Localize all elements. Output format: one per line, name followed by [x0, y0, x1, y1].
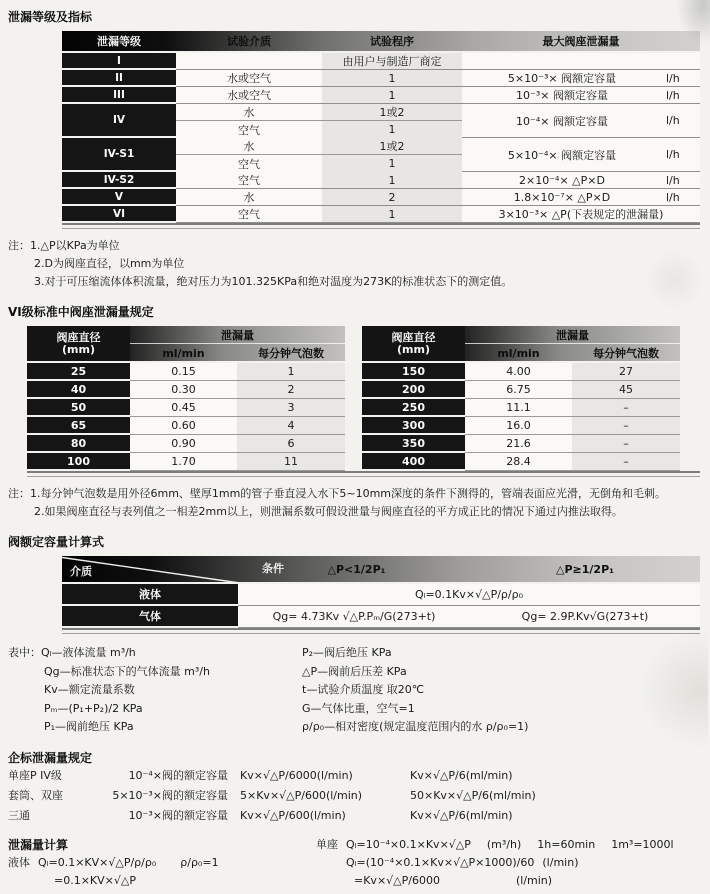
table-row: [362, 381, 680, 399]
unit-cell: l/h: [662, 189, 700, 206]
procedure-cell: 由用户与制造厂商定: [322, 53, 462, 70]
table-bottom-rule: [27, 471, 700, 477]
grade-cell: IV: [62, 104, 176, 138]
calc-line: [316, 854, 674, 872]
bubbles-cell: 27: [572, 363, 680, 381]
liquid-row: [62, 584, 700, 606]
table-row: [62, 70, 700, 87]
legend-item: Qg—标准状态下的气体流量 m³/h: [44, 664, 210, 678]
bubbles-cell: 6: [237, 435, 345, 453]
diameter-cell: 150: [362, 363, 465, 381]
formula-mlmin: Kv×√△P/6(ml/min): [410, 808, 513, 822]
bubbles-cell: 45: [572, 381, 680, 399]
corner-medium-label: 介质: [70, 565, 92, 578]
table-row: [62, 189, 700, 206]
header-diameter-line2: (mm): [62, 342, 95, 356]
unit-cell: l/h: [662, 104, 700, 138]
formula-lmin: 5×Kv×√△P/600(l/min): [240, 788, 363, 802]
header-subrow: [130, 344, 345, 363]
capacity-spec: 10⁻⁴×阀的额定容量: [128, 768, 228, 782]
table-row: [27, 417, 345, 435]
header-diameter: [362, 326, 465, 361]
leakage-grade-table: [62, 31, 700, 229]
diameter-cell: 250: [362, 399, 465, 417]
bubbles-cell: 2: [237, 381, 345, 399]
standard-row: [8, 806, 710, 826]
mlmin-cell: 0.15: [130, 363, 237, 381]
table-bottom-rule: [62, 223, 700, 229]
valve-type-label: 单座P IV级: [8, 768, 62, 782]
note-line: 3.对于可压缩流体体积流量，绝对压力为101.325KPa和绝对温度为273K的标准状态下的测定值。: [34, 275, 513, 288]
section3-title: 阀额定容量计算式: [8, 535, 105, 549]
unit-cell: [662, 53, 700, 70]
note-line: 2.如果阀座直径与表列值之一相差2mm以上，则泄漏系数可假设泄量与阀座直径的平方成正比的情况下通过内推法取得。: [34, 505, 623, 518]
header-diameter-line1: 阀座直径: [56, 330, 101, 344]
procedure-cell: 1: [322, 206, 462, 223]
capacity-spec: 5×10⁻³×阀的额定容量: [112, 788, 228, 802]
mlmin-cell: 4.00: [465, 363, 572, 381]
bubbles-cell: 3: [237, 399, 345, 417]
leak-cell: [462, 53, 662, 70]
company-standard-section: [8, 749, 710, 826]
unit-cell: l/h: [662, 172, 700, 189]
unit: (l/min): [542, 855, 579, 869]
liquid-label: 液体: [62, 584, 238, 606]
table-row: [62, 53, 700, 70]
mlmin-cell: 11.1: [465, 399, 572, 417]
table-row: [27, 381, 345, 399]
legend-item: Qₗ—液体流量 m³/h: [41, 646, 136, 659]
conversion: 1m³=1000l: [611, 837, 674, 851]
formula: =Kv×√△P/6000: [354, 873, 440, 887]
legend-item: ρ/ρ₀—相对密度(规定温度范围内的水 ρ/ρ₀=1): [302, 720, 529, 733]
header-mlmin: ml/min: [162, 347, 205, 360]
medium-cell: 水: [176, 104, 322, 121]
medium-cell: [176, 53, 322, 70]
conversion: 1h=60min: [537, 837, 596, 851]
condition: ρ/ρ₀=1: [180, 855, 219, 869]
calc-line: [316, 836, 674, 854]
subrow-group: [176, 104, 462, 138]
grade-cell: V: [62, 189, 176, 206]
table-header: [27, 326, 345, 363]
mlmin-cell: 1.70: [130, 453, 237, 471]
formula-lmin: Kv×√△P/600(l/min): [240, 808, 346, 822]
header-bubbles: 每分钟气泡数: [593, 347, 659, 360]
bubbles-cell: –: [572, 435, 680, 453]
note-line: 2.D为阀座直径，以mm为单位: [34, 257, 185, 270]
procedure-cell: 1: [322, 172, 462, 189]
legend-item: P₁—阀前绝压 KPa: [44, 720, 134, 733]
standard-row: [8, 786, 710, 806]
header-leakage: 泄漏量: [130, 326, 345, 344]
header-max-leak: 最大阀座泄漏量: [542, 35, 620, 48]
procedure-cell: 1: [322, 155, 462, 172]
bubbles-cell: 4: [237, 417, 345, 435]
legend-item: P₂—阀后绝压 KPa: [302, 646, 392, 659]
table-row: [62, 104, 700, 138]
procedure-cell: 1或2: [322, 104, 462, 121]
table-row: [27, 399, 345, 417]
leak-cell: 2×10⁻⁴× △P×D: [462, 172, 662, 189]
formula-lmin: Kv×√△P/6000(l/min): [240, 768, 353, 782]
diameter-cell: 100: [27, 453, 130, 471]
leak-cell: 1.8×10⁻⁷× △P×D: [462, 189, 662, 206]
gas-row: [62, 606, 700, 628]
leak-cell: 10⁻⁴× 阀额定容量: [462, 104, 662, 138]
mlmin-cell: 0.45: [130, 399, 237, 417]
table-row: [362, 435, 680, 453]
header-diameter-line2: (mm): [397, 342, 430, 356]
table-bottom-rule: [62, 628, 700, 634]
liquid-label: 液体: [8, 855, 30, 869]
grade-cell: IV-S1: [62, 138, 176, 172]
diameter-cell: 25: [27, 363, 130, 381]
table-subrow: [176, 121, 462, 138]
leak-cell: 3×10⁻³× △P(下表规定的泄漏量): [462, 206, 700, 223]
leak-cell: 5×10⁻⁴× 阀额定容量: [462, 138, 662, 172]
bubbles-cell: –: [572, 453, 680, 471]
bubbles-cell: 11: [237, 453, 345, 471]
medium-cell: 空气: [176, 172, 322, 189]
table-row: [362, 399, 680, 417]
formula: Qₗ=(10⁻⁴×0.1×Kv×√△P×1000)/60: [346, 855, 535, 869]
legend-right-column: [302, 644, 528, 737]
diameter-cell: 200: [362, 381, 465, 399]
table-subrow: [176, 104, 462, 121]
medium-cell: 水: [176, 138, 322, 155]
subrow-group: [176, 138, 462, 172]
gas-label: 气体: [62, 606, 238, 628]
formula: Qₗ=10⁻⁴×0.1×Kv×√△P: [346, 837, 471, 851]
header-diameter-line1: 阀座直径: [391, 330, 436, 344]
unit-cell: l/h: [662, 70, 700, 87]
mlmin-cell: 16.0: [465, 417, 572, 435]
formula-mlmin: 50×Kv×√△P/6(ml/min): [410, 788, 536, 802]
mlmin-cell: 28.4: [465, 453, 572, 471]
legend-item: Kv—额定流量系数: [44, 683, 135, 696]
header-subrow: [465, 344, 680, 363]
diameter-cell: 40: [27, 381, 130, 399]
bubbles-cell: 1: [237, 363, 345, 381]
table-row: [62, 172, 700, 189]
table-row: [62, 138, 700, 172]
legend-left-column: [8, 644, 308, 737]
header-grade: 泄漏等级: [97, 35, 141, 48]
gas-formula-low-dp: Qg= 4.73Kv √△P.Pₘ/G(273+t): [238, 606, 470, 628]
table-row: [62, 206, 700, 223]
medium-cell: 空气: [176, 206, 322, 223]
header-procedure: 试验程序: [370, 35, 414, 48]
mlmin-cell: 0.90: [130, 435, 237, 453]
table-row: [362, 417, 680, 435]
formula-mlmin: Kv×√△P/6(ml/min): [410, 768, 513, 782]
table-row: [27, 453, 345, 471]
table-subrow: [176, 155, 462, 172]
legend-line: [8, 644, 308, 663]
table-header-row: [62, 31, 700, 53]
liquid-formula: Qₗ=0.1Kv×√△P/ρ/ρ₀: [238, 584, 700, 606]
leakage-calc-section: [8, 836, 710, 890]
table-row: [362, 453, 680, 471]
table-subrow: [176, 138, 462, 155]
mlmin-cell: 21.6: [465, 435, 572, 453]
table-row: [362, 363, 680, 381]
header-medium: 试验介质: [227, 35, 271, 48]
gas-formula-high-dp: Qg= 2.9P.Kv√G(273+t): [470, 606, 700, 628]
formula: Qₗ=0.1×KV×√△P/ρ/ρ₀: [38, 855, 157, 869]
legend-item: G—气体比重，空气=1: [302, 701, 415, 715]
legend-item: Pₘ—(P₁+P₂)/2 KPa: [44, 701, 143, 715]
unit-cell: l/h: [662, 138, 700, 172]
leak-cell: 5×10⁻³× 阀额定容量: [462, 70, 662, 87]
table-row: [27, 435, 345, 453]
symbol-legend: [8, 644, 710, 737]
corner-condition-label: 条件: [262, 562, 284, 575]
procedure-cell: 1: [322, 87, 462, 104]
notes-block: [8, 485, 710, 521]
diameter-cell: 400: [362, 453, 465, 471]
unit: (l/min): [515, 873, 553, 887]
diameter-cell: 350: [362, 435, 465, 453]
diameter-cell: 300: [362, 417, 465, 435]
single-seat-calc: [316, 836, 674, 890]
diameter-cell: 65: [27, 417, 130, 435]
seat-leakage-tables: [27, 326, 710, 471]
medium-cell: 水或空气: [176, 87, 322, 104]
grade-cell: III: [62, 87, 176, 104]
diameter-cell: 80: [27, 435, 130, 453]
medium-cell: 空气: [176, 155, 322, 172]
legend-item: △P—阀前后压差 KPa: [302, 664, 407, 678]
header-leakage: 泄漏量: [465, 326, 680, 344]
mlmin-cell: 6.75: [465, 381, 572, 399]
grade-cell: II: [62, 70, 176, 87]
table-header: [362, 326, 680, 363]
header-mlmin: ml/min: [497, 347, 540, 360]
bubbles-cell: –: [572, 399, 680, 417]
grade-cell: VI: [62, 206, 176, 223]
condition2-header: △P≥1/2P₁: [556, 562, 614, 576]
grade-cell: IV-S2: [62, 172, 176, 189]
legend-prefix: 表中：: [8, 646, 41, 659]
medium-cell: 水或空气: [176, 70, 322, 87]
section1-title: 泄漏等级及指标: [8, 10, 93, 24]
medium-cell: 水: [176, 189, 322, 206]
seat-leakage-table-left: [27, 326, 345, 471]
procedure-cell: 1: [322, 70, 462, 87]
unit-cell: l/h: [662, 87, 700, 104]
unit: (m³/h): [486, 837, 522, 851]
calc-line: [316, 872, 674, 890]
condition1-header: △P<1/2P₁: [327, 562, 386, 576]
section2-title: VI级标准中阀座泄漏量规定: [8, 305, 154, 319]
procedure-cell: 1: [322, 121, 462, 138]
valve-type-label: 套筒、双座: [8, 788, 63, 802]
capacity-formula-table: [62, 556, 700, 634]
leak-cell: 10⁻³× 阀额定容量: [462, 87, 662, 104]
mlmin-cell: 0.30: [130, 381, 237, 399]
notes-block: [8, 237, 710, 291]
table-row: [27, 363, 345, 381]
section4-title: 企标泄漏量规定: [8, 750, 93, 765]
procedure-cell: 1或2: [322, 138, 462, 155]
grade-cell: I: [62, 53, 176, 70]
header-diameter: [27, 326, 130, 361]
capacity-spec: 10⁻³×阀的额定容量: [128, 808, 228, 822]
note-line: 注：1.△P以KPa为单位: [8, 239, 120, 252]
bubbles-cell: –: [572, 417, 680, 435]
seat-leakage-table-right: [362, 326, 680, 471]
section5-title: 泄漏量计算: [8, 837, 69, 852]
single-seat-label: 单座: [316, 837, 338, 851]
standard-row: [8, 766, 710, 786]
medium-cell: 空气: [176, 121, 322, 138]
valve-type-label: 三通: [8, 808, 30, 822]
note-line: 注：1.每分钟气泡数是用外径6mm、壁厚1mm的管子垂直浸入水下5~10mm深度的条件下测得的，管端表面应光滑，无倒角和毛刺。: [8, 487, 666, 500]
table-header: [62, 556, 700, 584]
table-row: [62, 87, 700, 104]
procedure-cell: 2: [322, 189, 462, 206]
diameter-cell: 50: [27, 399, 130, 417]
mlmin-cell: 0.60: [130, 417, 237, 435]
formula: =0.1×KV×√△P: [54, 873, 136, 887]
header-bubbles: 每分钟气泡数: [258, 347, 324, 360]
legend-item: t—试验介质温度 取20℃: [302, 683, 425, 696]
